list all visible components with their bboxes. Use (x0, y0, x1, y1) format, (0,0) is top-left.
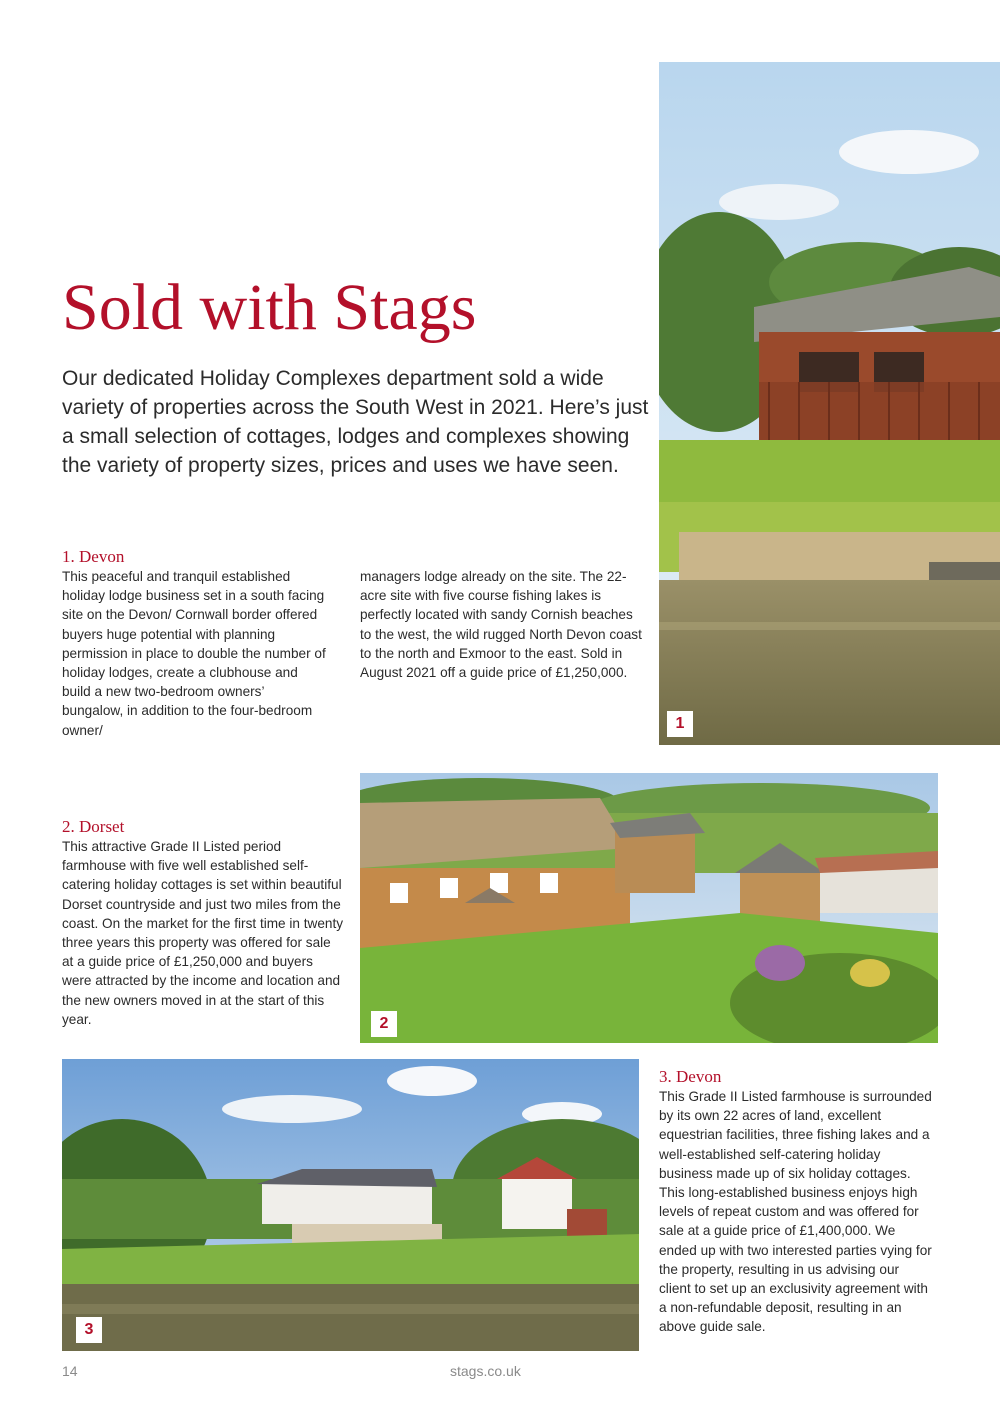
photo-number-badge: 2 (371, 1011, 397, 1037)
photo-number-badge: 1 (667, 711, 693, 737)
property-2-heading: 2. Dorset (62, 817, 125, 836)
intro-paragraph: Our dedicated Holiday Complexes department sold a wide variety of properties across the South West in 2021. Here’s just a small selection of cottages, lodges and complexes showing the variety of property sizes, prices and uses we have seen. (62, 367, 649, 477)
page-number: 14 (62, 1363, 78, 1379)
page-title: Sold with Stags (62, 271, 477, 344)
website-link[interactable]: stags.co.uk (450, 1363, 521, 1379)
property-1-text-column-2: managers lodge already on the site. The 22-acre site with five course fishing lakes is perfectly located with sandy Cornish beaches to the west, the wild rugged North Devon coast to the north and Exmoor to the east. Sold in August 2021 off a guide price of £1,250,000. (360, 569, 642, 681)
property-3-text: This Grade II Listed farmhouse is surrounded by its own 22 acres of land, excellent equestrian facilities, three fishing lakes and a well-established self-catering holiday business made up of six holiday cottages. This long-established business enjoys high levels of repeat custom and was offered for sale at a guide price of £1,400,000. We ended up with two interested parties vying for the property, resulting in us advising our client to set up an exclusivity agreement with a non-refundable deposit, resulting in an above guide sale. (659, 1089, 932, 1335)
photo-dorset-farmhouse (360, 773, 938, 1043)
property-1-text-column-1: This peaceful and tranquil established holiday lodge business set in a south facing site on the Devon/ Cornwall border offered buyers huge potential with planning permission in place to double the number of holiday lodges, create a clubhouse and build a new two-bedroom owners’ bungalow, in addition to the four-bedroom owner/ (62, 569, 326, 738)
property-3-heading: 3. Devon (659, 1067, 722, 1086)
photo-number-badge: 3 (76, 1317, 102, 1343)
property-2-text: This attractive Grade II Listed period farmhouse with five well established self-catering holiday cottages is set within beautiful Dorset countryside and just two miles from the coast. On the market for the first time in twenty three years this property was offered for sale at a guide price of £1,250,000 and buyers were attracted by the income and location and the new owners moved in at the start of this year. (62, 839, 344, 1027)
photo-devon-lodge (659, 62, 1000, 745)
property-1-heading: 1. Devon (62, 547, 125, 566)
photo-devon-farmhouse (62, 1059, 639, 1351)
